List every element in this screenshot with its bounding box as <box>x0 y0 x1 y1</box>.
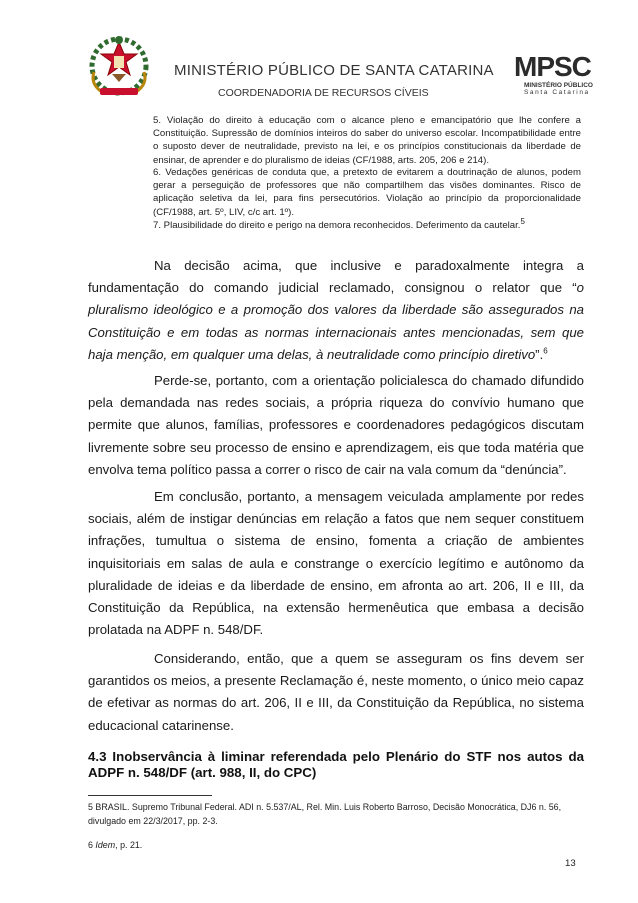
mpsc-logo-line2: Santa Catarina <box>524 89 590 96</box>
footnote-divider <box>88 795 212 796</box>
department-name: COORDENADORIA DE RECURSOS CÍVEIS <box>218 87 429 99</box>
paragraph-4: Considerando, então, que a quem se asseguram os fins devem ser garantidos os meios, a presente Reclamação é, neste momento, o único meio capaz de efetivar as normas do art. 206, II e III, da Constituição da República, no sistema educacional catarinense. <box>88 651 584 733</box>
mpsc-logo-line1: MINISTÉRIO PÚBLICO <box>524 82 593 89</box>
footnote-6-number: 6 <box>88 840 93 850</box>
footnote-5-number: 5 <box>88 802 93 812</box>
footnote-6 <box>88 838 588 852</box>
footnote-6-idem: Idem <box>95 840 116 850</box>
paragraph-1-close: ”. <box>535 346 544 362</box>
santa-catarina-coat-of-arms-icon <box>88 32 150 98</box>
paragraph-3: Em conclusão, portanto, a mensagem veiculada amplamente por redes sociais, além de instigar denúncias em relação a fatos que nem sequer constituem infrações, tumultua o sistema de ensino, fomenta a criação de ambientes inquisitoriais em salas de aula e constrange o exercício legítimo e autônomo da pluralidade de ideias e da liberdade de ensino, em afronta ao art. 206, II e III, da Constituição da República, na extensão hermenêutica que embasa a decisão prolatada na ADPF n. 548/DF. <box>88 489 584 638</box>
mpsc-logo-mark: MPSC <box>514 51 591 82</box>
paragraph-1-quote: o pluralismo ideológico e a promoção dos valores da liberdade são assegurados na Constituição e em todas as normas internacionais antes mencionadas, sem que haja menção, em qualquer uma delas, à neutralidade como princípio diretivo <box>88 280 584 362</box>
footnote-5-text: BRASIL. Supremo Tribunal Federal. ADI n. 5.537/AL, Rel. Min. Luis Roberto Barroso, Decisão Monocrática, DJ6 n. 56, divulgado em 22/3/2017, pp. 2-3. <box>88 802 562 826</box>
citation-item-6: 6. Vedações genéricas de conduta que, a pretexto de evitarem a doutrinação de alunos, podem gerar a perseguição de professores que não compartilhem das visões dominantes. Risco de aplicação seletiva da lei, para fins persecutórios. Violação ao princípio da proporcionalidade (CF/1988, art. 5º, LIV, c/c art. 1º). <box>153 167 581 218</box>
footnote-ref-5: 5 <box>520 216 525 226</box>
organization-name: MINISTÉRIO PÚBLICO DE SANTA CATARINA <box>174 62 494 79</box>
paragraph-1-intro: Na decisão acima, que inclusive e paradoxalmente integra a fundamentação do comando judicial reclamado, consignou o relator que “ <box>88 258 584 296</box>
paragraph-1 <box>88 255 584 366</box>
mpsc-logo <box>514 52 594 96</box>
paragraph-2: Perde-se, portanto, com a orientação policialesca do chamado difundido pela demandada nas redes sociais, a própria riqueza do convívio humano que permite que alunos, famílias, professores e coordenadores pedagógicos discutam livremente sobre seu processo de ensino e aprendizagem, eis que toda matéria que envolva tema político passa a correr o risco de cair na vala comum da “denúncia”. <box>88 373 584 477</box>
footnote-5 <box>88 800 588 828</box>
section-heading: 4.3 Inobservância à liminar referendada pelo Plenário do STF nos autos da ADPF n. 548/DF (art. 988, II, do CPC) <box>88 749 584 780</box>
citation-item-7-text: 7. Plausibilidade do direito e perigo na demora reconhecidos. Deferimento da cautelar. <box>153 220 521 231</box>
page-header <box>0 0 638 110</box>
page-number: 13 <box>565 858 576 869</box>
footnote-ref-6: 6 <box>543 346 548 356</box>
citation-item-5: 5. Violação do direito à educação com o alcance pleno e emancipatório que lhe confere a Constituição. Supressão de domínios inteiros do saber do universo escolar. Incompatibilidade entre o suposto dever de neutralidade, previsto na lei, e os princípios constitucionais da liberdade de ensinar, de aprender e do pluralismo de ideias (CF/1988, arts. 205, 206 e 214). <box>153 115 581 166</box>
footnote-6-text: , p. 21. <box>115 840 143 850</box>
citation-item-7 <box>153 216 581 232</box>
